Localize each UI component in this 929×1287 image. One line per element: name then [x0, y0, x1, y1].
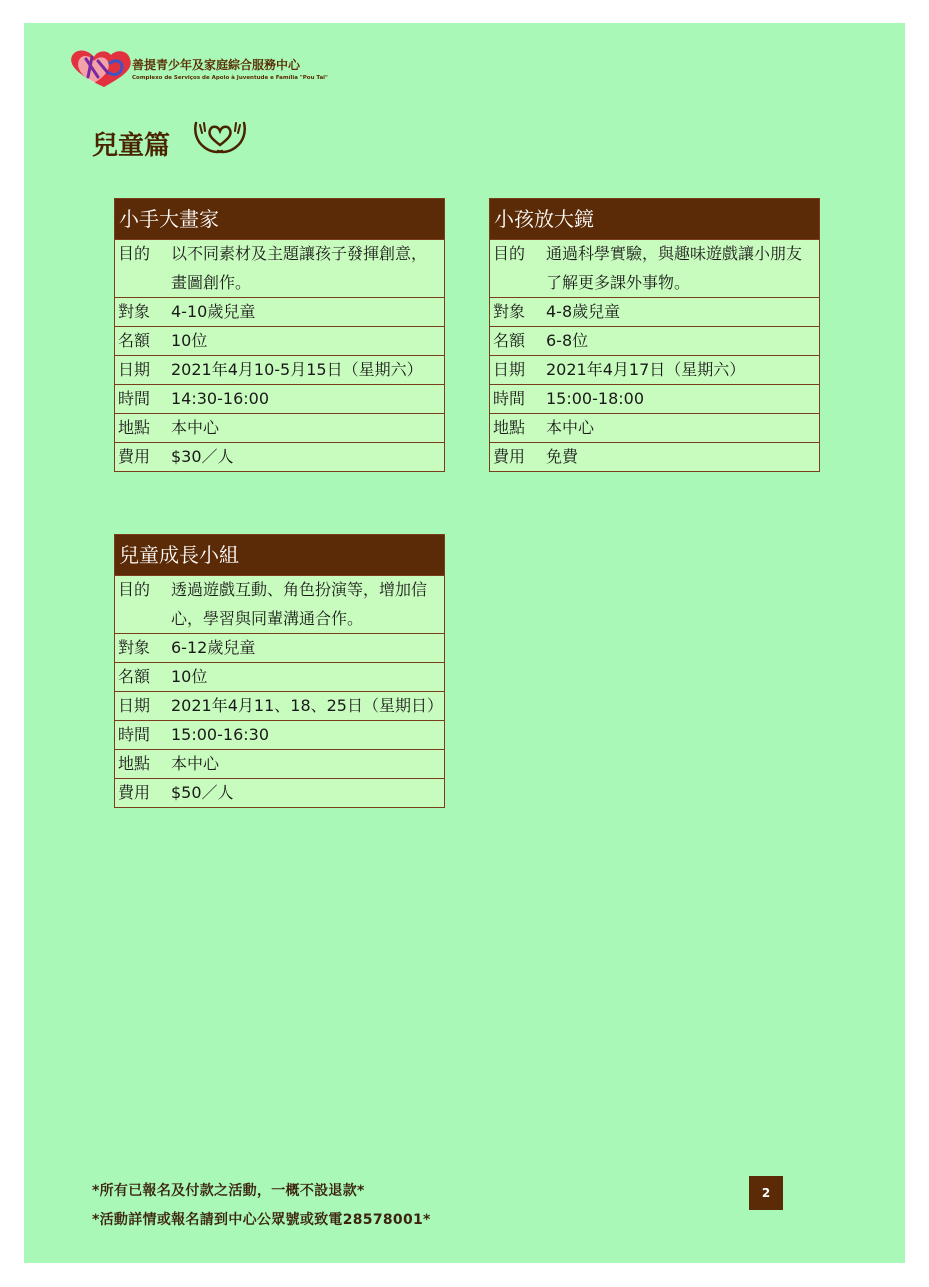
row-value: 透過遊戲互動、角色扮演等，增加信心，學習與同輩溝通合作。: [171, 580, 428, 628]
row-key: 時間: [118, 389, 151, 408]
organization-name-chinese: 善提青少年及家庭綜合服務中心: [132, 58, 301, 72]
program-row-time: [115, 384, 444, 413]
row-value: 6-8位: [546, 331, 589, 350]
row-value: 本中心: [546, 418, 595, 437]
row-value: 免費: [546, 447, 579, 466]
refund-policy-note: *所有已報名及付款之活動，一概不設退款*: [92, 1183, 365, 1199]
row-value: 15:00-18:00: [546, 389, 644, 408]
program-row-date: [115, 355, 444, 384]
program-row-time: [490, 384, 819, 413]
row-key: 對象: [493, 302, 526, 321]
program-row-target: [115, 297, 444, 326]
row-key: 地點: [118, 418, 151, 437]
program-row-quota: [490, 326, 819, 355]
row-value: 本中心: [171, 418, 220, 437]
row-value: 本中心: [171, 754, 220, 773]
row-value: 以不同素材及主題讓孩子發揮創意，畫圖創作。: [171, 244, 428, 292]
program-row-location: [490, 413, 819, 442]
program-card-child-growth-group: [114, 534, 445, 808]
row-value: 14:30-16:00: [171, 389, 269, 408]
program-row-time: [115, 720, 444, 749]
program-row-location: [115, 413, 444, 442]
program-row-purpose: [115, 575, 444, 633]
row-value: 2021年4月11、18、25日（星期日）: [171, 696, 443, 715]
program-row-quota: [115, 326, 444, 355]
row-key: 名額: [118, 667, 151, 686]
program-title: 小孩放大鏡: [490, 199, 819, 239]
row-value: 10位: [171, 331, 208, 350]
row-key: 目的: [493, 244, 526, 263]
program-row-quota: [115, 662, 444, 691]
organization-name-portuguese: Complexo de Serviços de Apoio à Juventude e Família "Pou Tai": [132, 75, 328, 81]
program-title: 兒童成長小組: [115, 535, 444, 575]
program-row-fee: [115, 442, 444, 471]
row-key: 地點: [493, 418, 526, 437]
row-key: 名額: [493, 331, 526, 350]
row-key: 費用: [118, 783, 151, 802]
row-key: 目的: [118, 580, 151, 599]
row-key: 時間: [493, 389, 526, 408]
row-key: 目的: [118, 244, 151, 263]
row-key: 費用: [493, 447, 526, 466]
row-value: 15:00-16:30: [171, 725, 269, 744]
row-key: 日期: [493, 360, 526, 379]
row-key: 地點: [118, 754, 151, 773]
program-title: 小手大畫家: [115, 199, 444, 239]
row-value: 6-12歲兒童: [171, 638, 256, 657]
row-key: 名額: [118, 331, 151, 350]
program-row-target: [115, 633, 444, 662]
program-row-fee: [115, 778, 444, 807]
program-row-purpose: [115, 239, 444, 297]
row-value: 4-10歲兒童: [171, 302, 256, 321]
row-key: 費用: [118, 447, 151, 466]
contact-info-note: *活動詳情或報名請到中心公眾號或致電28578001*: [92, 1212, 431, 1228]
program-card-little-magnifier: [489, 198, 820, 472]
row-key: 時間: [118, 725, 151, 744]
row-value: 10位: [171, 667, 208, 686]
row-key: 日期: [118, 360, 151, 379]
program-row-date: [115, 691, 444, 720]
row-value: 4-8歲兒童: [546, 302, 621, 321]
row-value: 通過科學實驗，與趣味遊戲讓小朋友了解更多課外事物。: [546, 244, 803, 292]
program-row-location: [115, 749, 444, 778]
section-title: 兒童篇: [92, 131, 171, 161]
row-value: $50／人: [171, 783, 234, 802]
program-row-target: [490, 297, 819, 326]
page-number: 2: [749, 1176, 783, 1210]
row-key: 日期: [118, 696, 151, 715]
row-key: 對象: [118, 638, 151, 657]
program-card-little-painter: [114, 198, 445, 472]
program-row-date: [490, 355, 819, 384]
program-row-fee: [490, 442, 819, 471]
row-value: $30／人: [171, 447, 234, 466]
row-value: 2021年4月17日（星期六）: [546, 360, 746, 379]
program-row-purpose: [490, 239, 819, 297]
row-value: 2021年4月10-5月15日（星期六）: [171, 360, 423, 379]
hands-holding-heart-icon: [192, 117, 248, 157]
row-key: 對象: [118, 302, 151, 321]
